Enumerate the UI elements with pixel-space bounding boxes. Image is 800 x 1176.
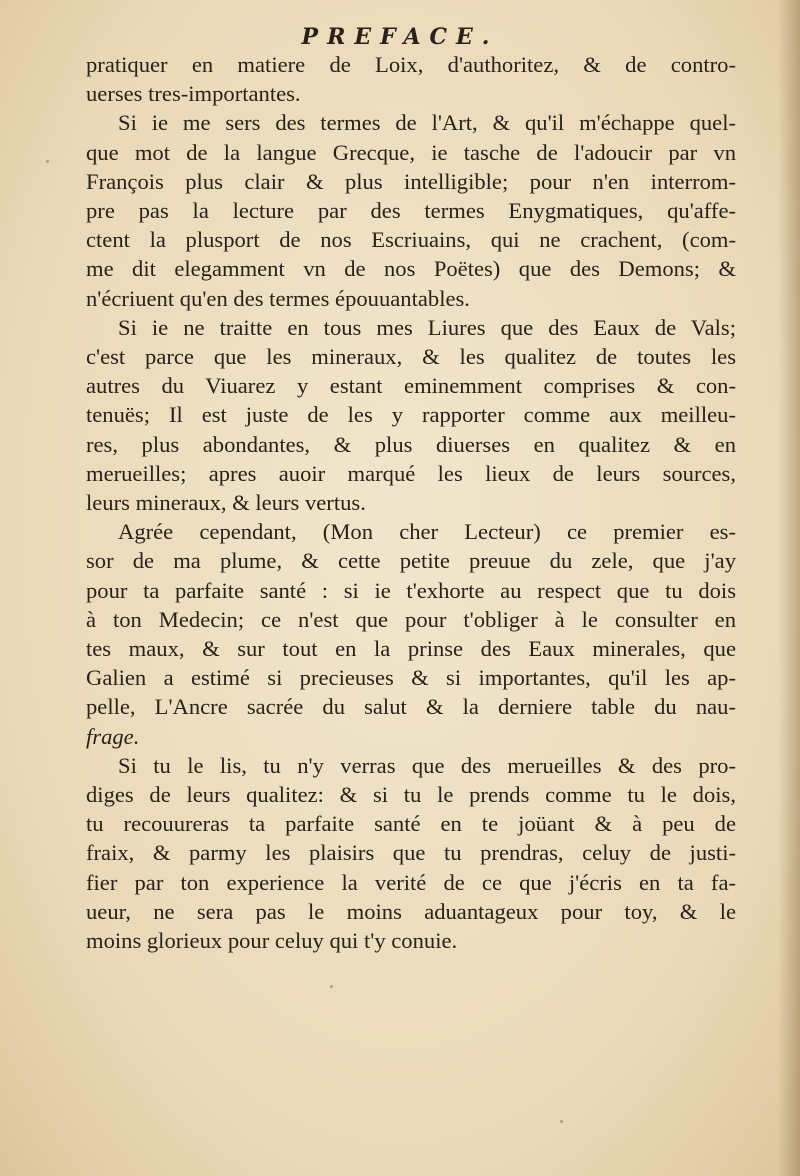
text-line: tenuës; Il est juste de les y rapporter comme aux meilleu- (86, 402, 736, 428)
text-line: Galien a estimé si precieuses & si importantes, qu'il les ap- (86, 665, 736, 691)
text-line: autres du Viuarez y estant eminemment comprises & con- (86, 373, 736, 399)
text-line: pratiquer en matiere de Loix, d'authoritez, & de contro- (86, 52, 736, 77)
text-line: ctent la plusport de nos Escriuains, qui ne crachent, (com- (86, 227, 736, 253)
text-line: Agrée cependant, (Mon cher Lecteur) ce premier es- (118, 519, 736, 545)
running-header: PREFACE. (301, 24, 499, 50)
text-line: diges de leurs qualitez: & si tu le prends comme tu le dois, (86, 782, 736, 808)
text-line: c'est parce que les mineraux, & les qualitez de toutes les (86, 344, 736, 370)
text-line: fier par ton experience la verité de ce que j'écris en ta fa- (86, 869, 736, 895)
text-line: ueur, ne sera pas le moins aduantageux pour toy, & le (86, 898, 736, 924)
body-text (86, 50, 736, 955)
text-line: uerses tres-importantes. (86, 81, 301, 107)
text-line: tu recouureras ta parfaite santé en te joüant & à peu de (86, 811, 736, 837)
text-line: Si ie ne traitte en tous mes Liures que des Eaux de Vals; (118, 314, 736, 340)
text-line: pour ta parfaite santé : si ie t'exhorte au respect que tu dois (86, 577, 736, 603)
text-line: que mot de la langue Grecque, ie tasche de l'adoucir par vn (86, 139, 736, 165)
text-line: pelle, L'Ancre sacrée du salut & la derniere table du nau- (86, 694, 736, 720)
text-line: moins glorieux pour celuy qui t'y conuie. (86, 928, 458, 954)
text-line: Si tu le lis, tu n'y verras que des merueilles & des pro- (118, 752, 736, 778)
text-line: à ton Medecin; ce n'est que pour t'obliger à le consulter en (86, 606, 736, 632)
text-line: frage. (86, 723, 140, 749)
text-line: n'écriuent qu'en des termes épouuantables. (86, 285, 470, 311)
text-line: pre pas la lecture par des termes Enygmatiques, qu'affe- (86, 198, 736, 224)
text-line: François plus clair & plus intelligible; pour n'en interrom- (86, 168, 736, 194)
paper-speck (46, 160, 49, 163)
text-line: sor de ma plume, & cette petite preuue du zele, que j'ay (86, 548, 736, 574)
text-line: tes maux, & sur tout en la prinse des Eaux minerales, que (86, 636, 736, 662)
paper-speck (330, 985, 333, 988)
text-line: Si ie me sers des termes de l'Art, & qu'il m'échappe quel- (118, 110, 736, 136)
text-line: me dit elegamment vn de nos Poëtes) que des Demons; & (86, 256, 736, 282)
text-line: fraix, & parmy les plaisirs que tu prendras, celuy de justi- (86, 840, 736, 866)
paper-speck (560, 1120, 563, 1123)
text-line: leurs mineraux, & leurs vertus. (86, 490, 366, 516)
text-line: res, plus abondantes, & plus diuerses en qualitez & en (86, 431, 736, 457)
text-line: merueilles; apres auoir marqué les lieux de leurs sources, (86, 460, 736, 486)
